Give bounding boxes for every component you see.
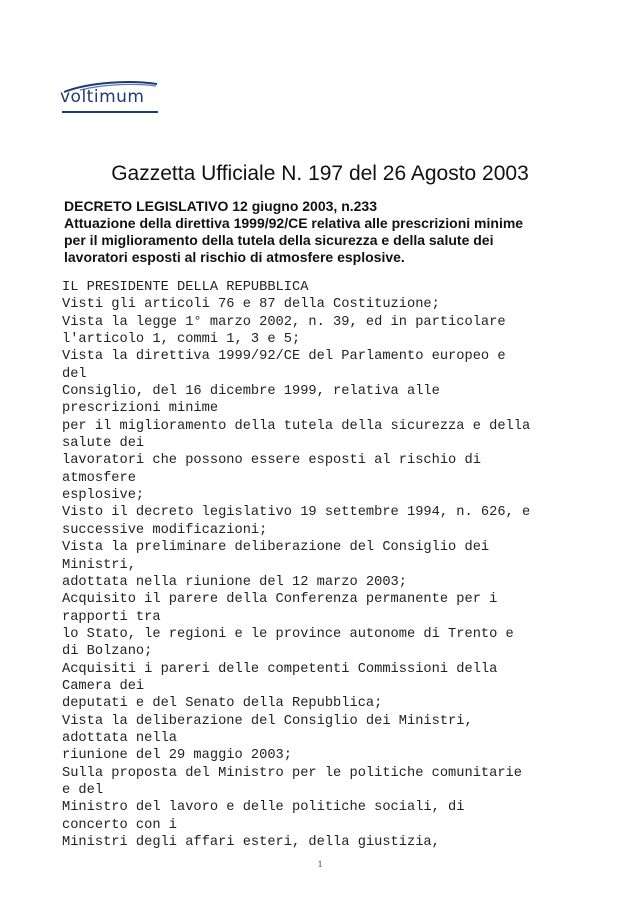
body-line: l'articolo 1, commi 1, 3 e 5; bbox=[62, 332, 301, 348]
page-number: 1 bbox=[317, 859, 323, 869]
body-line: Consiglio, del 16 dicembre 1999, relativa alle bbox=[62, 384, 440, 400]
body-line: deputati e del Senato della Repubblica; bbox=[62, 696, 383, 712]
decreto-line: Attuazione della direttiva 1999/92/CE relativa alle prescrizioni minime bbox=[64, 215, 524, 231]
voltimum-logo bbox=[60, 80, 160, 120]
body-line: lavoratori che possono essere esposti al rischio di bbox=[62, 453, 481, 469]
body-line: Vista la deliberazione del Consiglio dei Ministri, bbox=[62, 713, 473, 729]
decree-body bbox=[62, 279, 592, 851]
body-line: Camera dei bbox=[62, 678, 145, 694]
decreto-line: DECRETO LEGISLATIVO 12 giugno 2003, n.233 bbox=[64, 198, 377, 214]
body-line: IL PRESIDENTE DELLA REPUBBLICA bbox=[62, 280, 309, 295]
decreto-line: per il miglioramento della tutela della sicurezza e della salute dei bbox=[64, 232, 494, 248]
body-line: esplosive; bbox=[62, 488, 145, 504]
body-line: adottata nella bbox=[62, 730, 177, 746]
body-line: atmosfere bbox=[62, 470, 136, 486]
body-line: Ministri, bbox=[62, 557, 136, 573]
body-line: Ministro del lavoro e delle politiche sociali, di bbox=[62, 800, 465, 816]
body-line: Vista la preliminare deliberazione del Consiglio dei bbox=[62, 540, 490, 556]
gazzetta-title: Gazzetta Ufficiale N. 197 del 26 Agosto 2003 bbox=[111, 162, 529, 185]
decreto-line: lavoratori esposti al rischio di atmosfere esplosive. bbox=[64, 249, 405, 265]
logo-text: voltimum bbox=[60, 87, 145, 107]
body-line: Sulla proposta del Ministro per le politiche comunitarie bbox=[62, 765, 522, 781]
body-line: Visto il decreto legislativo 19 settembre 1994, n. 626, e bbox=[62, 505, 531, 521]
body-line: Ministri degli affari esteri, della giustizia, bbox=[62, 835, 440, 850]
body-line: lo Stato, le regioni e le province autonome di Trento e bbox=[62, 626, 514, 642]
body-line: concerto con i bbox=[62, 817, 177, 833]
body-line: rapporti tra bbox=[62, 609, 161, 625]
body-line: di Bolzano; bbox=[62, 644, 153, 660]
body-line: Vista la direttiva 1999/92/CE del Parlamento europeo e bbox=[62, 349, 506, 365]
body-line: del bbox=[62, 366, 87, 382]
logo-underline bbox=[62, 111, 158, 113]
body-line: Acquisito il parere della Conferenza permanente per i bbox=[62, 592, 498, 608]
body-line: Acquisiti i pareri delle competenti Commissioni della bbox=[62, 661, 498, 677]
body-line: Vista la legge 1° marzo 2002, n. 39, ed in particolare bbox=[62, 314, 506, 330]
body-line: riunione del 29 maggio 2003; bbox=[62, 748, 292, 764]
body-line: per il miglioramento della tutela della sicurezza e della bbox=[62, 418, 531, 434]
body-line: adottata nella riunione del 12 marzo 2003; bbox=[62, 574, 407, 590]
decreto-heading bbox=[64, 198, 584, 266]
body-line: salute dei bbox=[62, 436, 145, 452]
body-line: successive modificazioni; bbox=[62, 522, 268, 538]
body-line: Visti gli articoli 76 e 87 della Costituzione; bbox=[62, 297, 440, 313]
body-line: e del bbox=[62, 782, 104, 798]
body-line: prescrizioni minime bbox=[62, 401, 219, 417]
